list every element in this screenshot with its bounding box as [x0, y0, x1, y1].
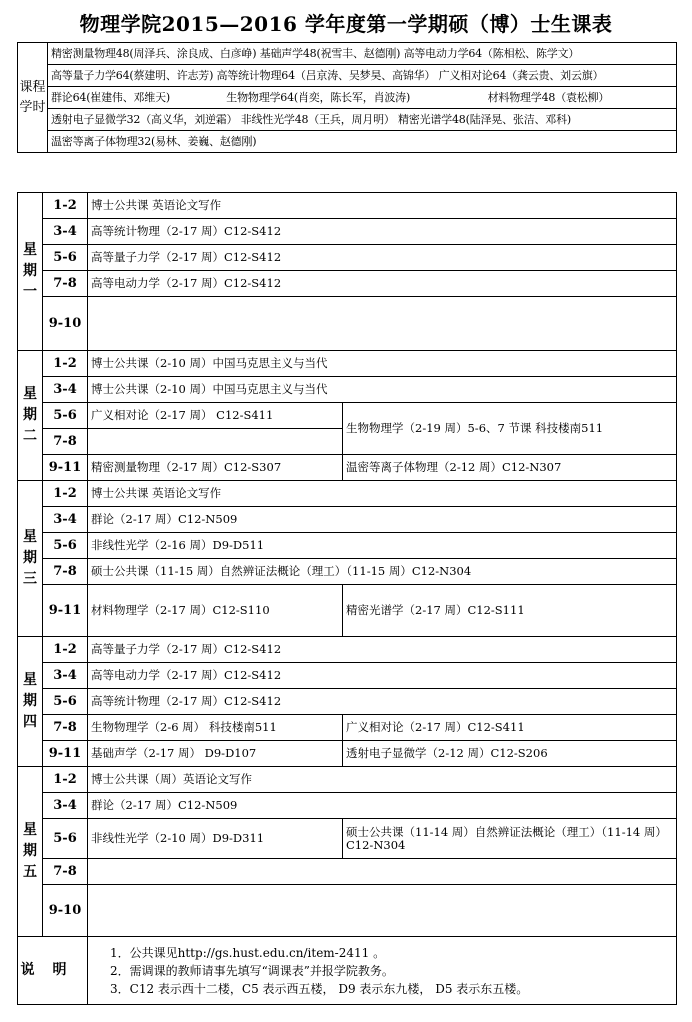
class-cell: 材料物理学（2-17 周）C12-S110	[88, 585, 343, 637]
course-line	[48, 43, 677, 65]
course-line	[48, 131, 677, 153]
period-label: 1-2	[43, 481, 88, 507]
period-label: 1-2	[43, 193, 88, 219]
note-item: 3．C12 表示西十二楼，C5 表示西五楼， D9 表示东九楼， D5 表示东五楼。	[110, 981, 529, 996]
class-cell: 硕士公共课（11-14 周）自然辨证法概论（理工）（11-14 周）C12-N304	[343, 819, 677, 859]
course-item: 群论64(崔建伟、邓维天)	[51, 91, 170, 104]
period-label: 3-4	[43, 793, 88, 819]
class-cell: 博士公共课 英语论文写作	[88, 481, 677, 507]
course-item: 精密光谱学48(陆泽晃、张洁、邓科)	[398, 113, 571, 126]
period-label: 9-10	[43, 297, 88, 351]
notes-label: 说明	[18, 937, 88, 1005]
class-cell: 高等量子力学（2-17 周）C12-S412	[88, 245, 677, 271]
class-cell: 生物物理学（2-19 周）5-6、7 节课 科技楼南511	[343, 403, 677, 455]
course-line	[48, 87, 677, 109]
period-label: 5-6	[43, 403, 88, 429]
period-label: 7-8	[43, 559, 88, 585]
course-line	[48, 109, 677, 131]
class-cell	[88, 859, 677, 885]
class-cell: 精密光谱学（2-17 周）C12-S111	[343, 585, 677, 637]
course-item: 高等统计物理64（吕京涛、吴梦昊、高锦华）	[216, 69, 436, 82]
class-cell: 高等电动力学（2-17 周）C12-S412	[88, 271, 677, 297]
course-item: 精密测量物理48(周泽兵、涂良成、白彦峥)	[51, 47, 257, 60]
day-label-thursday: 星期四	[18, 637, 43, 767]
period-label: 1-2	[43, 637, 88, 663]
note-item: 2．需调课的教师请事先填写“调课表”并报学院教务。	[110, 963, 394, 978]
class-cell: 博士公共课 英语论文写作	[88, 193, 677, 219]
course-item: 基础声学48(祝雪丰、赵德刚)	[259, 47, 401, 60]
period-label: 7-8	[43, 271, 88, 297]
class-cell: 温密等离子体物理（2-12 周）C12-N307	[343, 455, 677, 481]
class-cell: 非线性光学（2-16 周）D9-D511	[88, 533, 677, 559]
class-cell: 博士公共课（2-10 周）中国马克思主义与当代	[88, 351, 677, 377]
course-item: 广义相对论64（龚云贵、刘云旗）	[438, 69, 604, 82]
class-cell: 非线性光学（2-10 周）D9-D311	[88, 819, 343, 859]
period-label: 5-6	[43, 689, 88, 715]
period-label: 7-8	[43, 715, 88, 741]
class-cell	[88, 885, 677, 937]
class-cell: 高等统计物理（2-17 周）C12-S412	[88, 689, 677, 715]
class-cell: 高等电动力学（2-17 周）C12-S412	[88, 663, 677, 689]
class-cell: 硕士公共课（11-15 周）自然辨证法概论（理工）（11-15 周）C12-N304	[88, 559, 677, 585]
course-hours-table	[17, 42, 677, 153]
period-label: 9-11	[43, 455, 88, 481]
page-title: 物理学院2015—2016 学年度第一学期硕（博）士生课表	[79, 12, 613, 36]
class-cell: 博士公共课（2-10 周）中国马克思主义与当代	[88, 377, 677, 403]
class-cell: 广义相对论（2-17 周） C12-S411	[88, 403, 343, 429]
period-label: 7-8	[43, 859, 88, 885]
class-cell: 群论（2-17 周）C12-N509	[88, 507, 677, 533]
course-hours-label: 课程学时	[18, 43, 48, 153]
course-item: 非线性光学48（王兵，周月明）	[240, 113, 395, 126]
day-label-monday: 星期一	[18, 193, 43, 351]
period-label: 3-4	[43, 219, 88, 245]
class-cell	[88, 429, 343, 455]
day-label-wednesday: 星期三	[18, 481, 43, 637]
period-label: 5-6	[43, 819, 88, 859]
period-label: 7-8	[43, 429, 88, 455]
period-label: 5-6	[43, 533, 88, 559]
class-cell	[88, 297, 677, 351]
class-cell: 生物物理学（2-6 周） 科技楼南511	[88, 715, 343, 741]
course-item: 温密等离子体物理32(易林、姜巍、赵德刚)	[51, 135, 257, 148]
course-item: 材料物理学48（袁松柳）	[487, 91, 610, 104]
course-item: 生物物理学64(肖奕，陈长军，肖波涛)	[226, 91, 411, 104]
class-cell: 博士公共课（周）英语论文写作	[88, 767, 677, 793]
class-cell: 群论（2-17 周）C12-N509	[88, 793, 677, 819]
period-label: 3-4	[43, 507, 88, 533]
period-label: 1-2	[43, 767, 88, 793]
course-item: 高等电动力学64（陈相松、陈学文）	[403, 47, 580, 60]
course-item: 高等量子力学64(蔡建明、许志芳)	[51, 69, 214, 82]
weekly-schedule-table	[17, 192, 677, 1005]
period-label: 1-2	[43, 351, 88, 377]
class-cell: 高等统计物理（2-17 周）C12-S412	[88, 219, 677, 245]
period-label: 9-11	[43, 741, 88, 767]
period-label: 9-10	[43, 885, 88, 937]
course-line	[48, 65, 677, 87]
period-label: 9-11	[43, 585, 88, 637]
class-cell: 广义相对论（2-17 周）C12-S411	[343, 715, 677, 741]
class-cell: 精密测量物理（2-17 周）C12-S307	[88, 455, 343, 481]
course-item: 透射电子显微学32（高义华，刘逆霜）	[51, 113, 238, 126]
day-label-tuesday: 星期二	[18, 351, 43, 481]
class-cell: 基础声学（2-17 周） D9-D107	[88, 741, 343, 767]
day-label-friday: 星期五	[18, 767, 43, 937]
class-cell: 高等量子力学（2-17 周）C12-S412	[88, 637, 677, 663]
notes-list	[88, 937, 677, 1005]
class-cell: 透射电子显微学（2-12 周）C12-S206	[343, 741, 677, 767]
note-item: 1．公共课见http://gs.hust.edu.cn/item-2411 。	[110, 945, 386, 960]
period-label: 3-4	[43, 377, 88, 403]
period-label: 5-6	[43, 245, 88, 271]
period-label: 3-4	[43, 663, 88, 689]
